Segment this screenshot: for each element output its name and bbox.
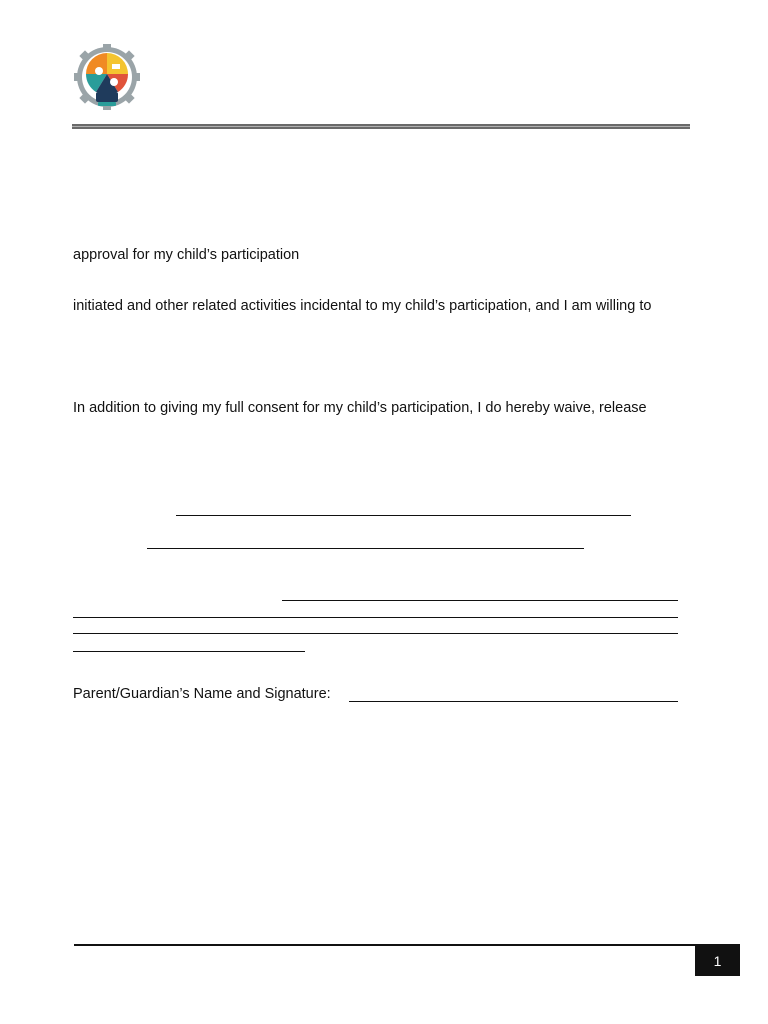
signature-label: Parent/Guardian’s Name and Signature: [73,686,331,702]
footer-rule [74,944,740,946]
blank-line[interactable] [282,600,678,601]
signature-field[interactable] [349,701,678,702]
blank-line[interactable] [147,548,584,549]
blank-line[interactable] [176,515,631,516]
organization-logo [72,44,142,116]
paragraph-consent: In addition to giving my full consent for my child’s participation, I do hereby waive, release [73,400,647,416]
paragraph-approval: approval for my child’s participation [73,247,300,263]
header-rule-inner [72,126,690,127]
blank-line[interactable] [73,617,678,618]
blank-line[interactable] [73,651,305,652]
page-number: 1 [695,946,740,976]
paragraph-activities: initiated and other related activities incidental to my child’s participation, and I am willing to [73,298,652,314]
blank-line[interactable] [73,633,678,634]
